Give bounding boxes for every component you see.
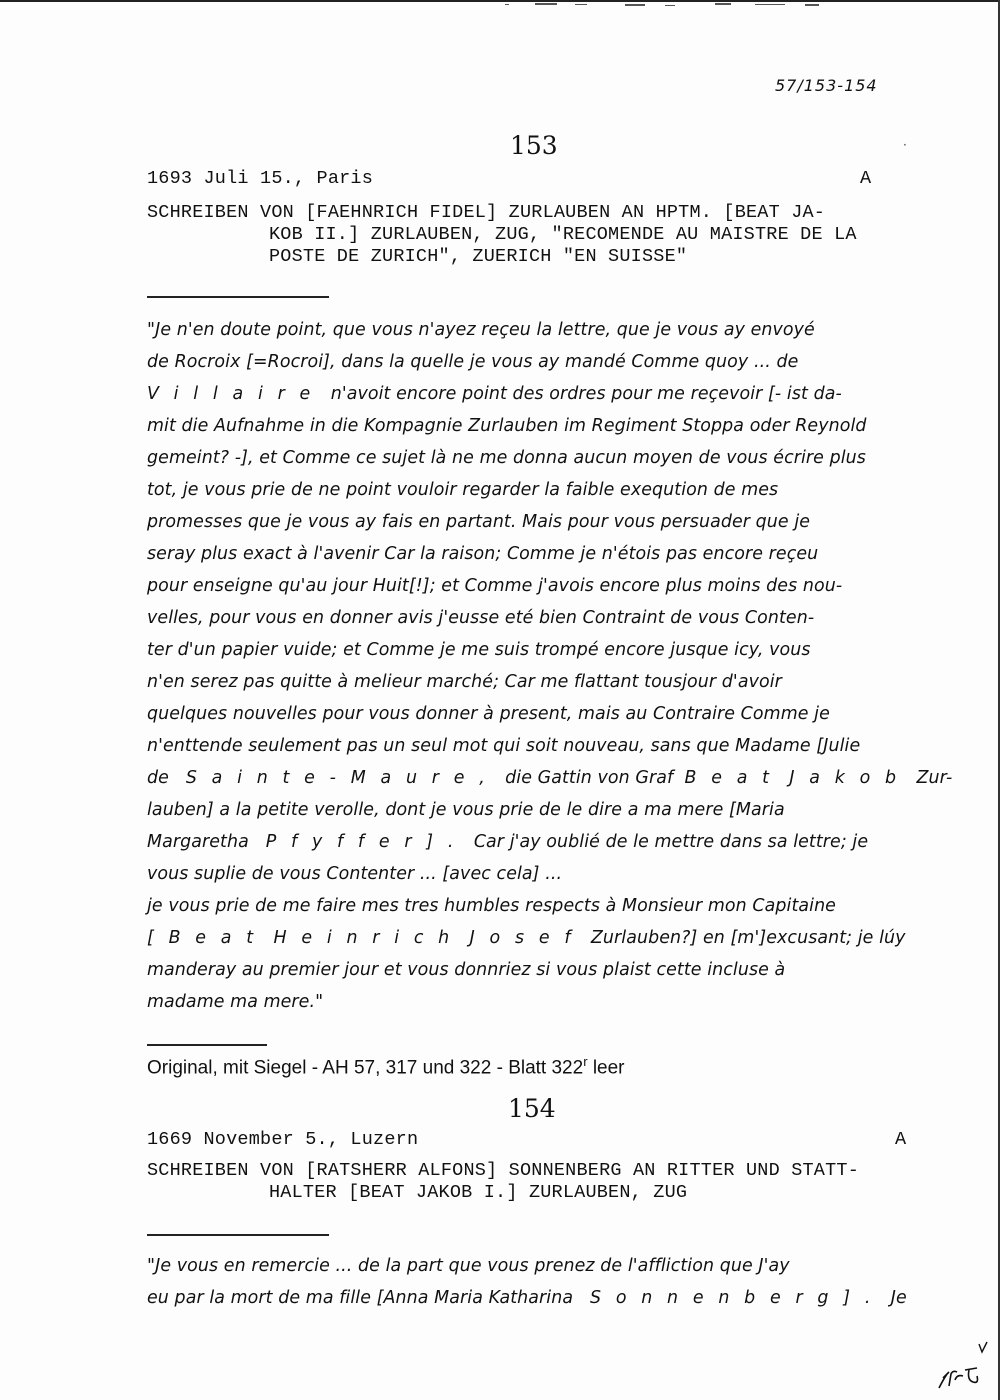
document-type: A — [895, 1129, 907, 1150]
header-line-1: SCHREIBEN VON [RATSHERR ALFONS] SONNENBERG AN RITTER UND STATT- — [147, 1160, 860, 1181]
spaced-name: Pfyffer]. — [265, 832, 469, 852]
header-line-2: KOB II.] ZURLAUBEN, ZUG, "RECOMENDE AU MAISTRE DE LA — [269, 224, 857, 245]
document-date: 1669 November 5., Luzern — [147, 1129, 419, 1150]
body-line: ter d'un papier vuide; et Comme je me suis trompé encore jusque icy, vous — [147, 640, 811, 660]
spaced-name: Villaire — [147, 384, 326, 404]
body-text: n'avoit encore point des ordres pour me reçevoir [- ist da- — [330, 384, 842, 404]
header-line-1: SCHREIBEN VON [FAEHNRICH FIDEL] ZURLAUBEN AN HPTM. [BEAT JA- — [147, 202, 826, 223]
body-line — [147, 928, 906, 948]
source-text: Original, mit Siegel - AH 57, 317 und 322 - Blatt 322 — [147, 1057, 584, 1079]
body-line — [147, 384, 842, 404]
scan-artifact — [505, 2, 865, 10]
body-line — [147, 1288, 907, 1308]
body-text: Zur- — [916, 768, 953, 788]
body-line: madame ma mere." — [147, 992, 324, 1012]
body-text: Zurlauben?] en [m']excusant; je lúy — [590, 928, 906, 948]
body-line: "Je vous en remercie ... de la part que vous prenez de l'affliction que J'ay — [147, 1256, 790, 1276]
spaced-name: [Beat — [147, 928, 268, 948]
body-line: pour enseigne qu'au jour Huit[!]; et Comme j'avois encore plus moins des nou- — [147, 576, 843, 596]
handwritten-page-mark — [935, 1340, 991, 1392]
body-line: n'enttende seulement pas un seul mot qui soit nouveau, sans que Madame [Julie — [147, 736, 861, 756]
document-type: A — [860, 168, 872, 189]
body-text: Car j'ay oublié de le mettre dans sa lettre; je — [473, 832, 869, 852]
document-number-153: 153 — [510, 131, 558, 160]
margin-dot: · — [903, 138, 907, 152]
body-text: de — [147, 768, 169, 788]
body-text: die Gattin von Graf — [505, 768, 674, 788]
spaced-name: Sainte-Maure, — [185, 768, 500, 788]
source-note — [147, 1054, 625, 1079]
body-line: promesses que je vous ay fais en partant. Mais pour vous persuader que je — [147, 512, 811, 532]
body-text: Margaretha — [147, 832, 249, 852]
spaced-name: Heinrich — [273, 928, 464, 948]
body-line: de Rocroix [=Rocroi], dans la quelle je vous ay mandé Comme quoy ... de — [147, 352, 799, 372]
body-text: eu par la mort de ma fille [Anna Maria Katharina — [147, 1288, 574, 1308]
body-line: gemeint? -], et Comme ce sujet là ne me donna aucun moyen de vous écrire plus — [147, 448, 866, 468]
body-line: seray plus exact à l'avenir Car la raison; Comme je n'étois pas encore reçeu — [147, 544, 819, 564]
body-line: mit die Aufnahme in die Kompagnie Zurlauben im Regiment Stoppa oder Reynold — [147, 416, 867, 436]
body-line: "Je n'en doute point, que vous n'ayez reçeu la lettre, que je vous ay envoyé — [147, 320, 815, 340]
spaced-name: Josef — [469, 928, 586, 948]
header-line-3: POSTE DE ZURICH", ZUERICH "EN SUISSE" — [269, 246, 688, 267]
header-line-2: HALTER [BEAT JAKOB I.] ZURLAUBEN, ZUG — [269, 1182, 688, 1203]
body-line: quelques nouvelles pour vous donner à present, mais au Contraire Comme je — [147, 704, 830, 724]
body-line — [147, 768, 952, 788]
body-line: je vous prie de me faire mes tres humbles respects à Monsieur mon Capitaine — [147, 896, 836, 916]
source-superscript: r — [583, 1054, 588, 1069]
spaced-name: Beat — [684, 768, 784, 788]
body-line: vous suplie de vous Contenter ... [avec cela] ... — [147, 864, 563, 884]
body-line: tot, je vous prie de ne point vouloir regarder la faible exeqution de mes — [147, 480, 779, 500]
body-line — [147, 832, 868, 852]
source-tail: leer — [587, 1057, 625, 1079]
document-date: 1693 Juli 15., Paris — [147, 168, 374, 189]
spaced-name: Jakob — [789, 768, 911, 788]
body-line: velles, pour vous en donner avis j'eusse eté bien Contraint de vous Conten- — [147, 608, 815, 628]
body-text: Je — [890, 1288, 907, 1308]
body-line: n'en serez pas quitte à melieur marché; Car me flattant tousjour d'avoir — [147, 672, 782, 692]
body-line: lauben] a la petite verolle, dont je vous prie de le dire a ma mere [Maria — [147, 800, 785, 820]
page-reference: 57/153-154 — [775, 76, 878, 95]
separator-rule — [147, 1044, 267, 1046]
separator-rule — [147, 296, 329, 298]
spaced-name: Sonnenberg]. — [589, 1288, 886, 1308]
document-number-154: 154 — [508, 1094, 556, 1123]
separator-rule — [147, 1234, 329, 1236]
body-line: manderay au premier jour et vous donnriez si vous plaist cette incluse à — [147, 960, 786, 980]
